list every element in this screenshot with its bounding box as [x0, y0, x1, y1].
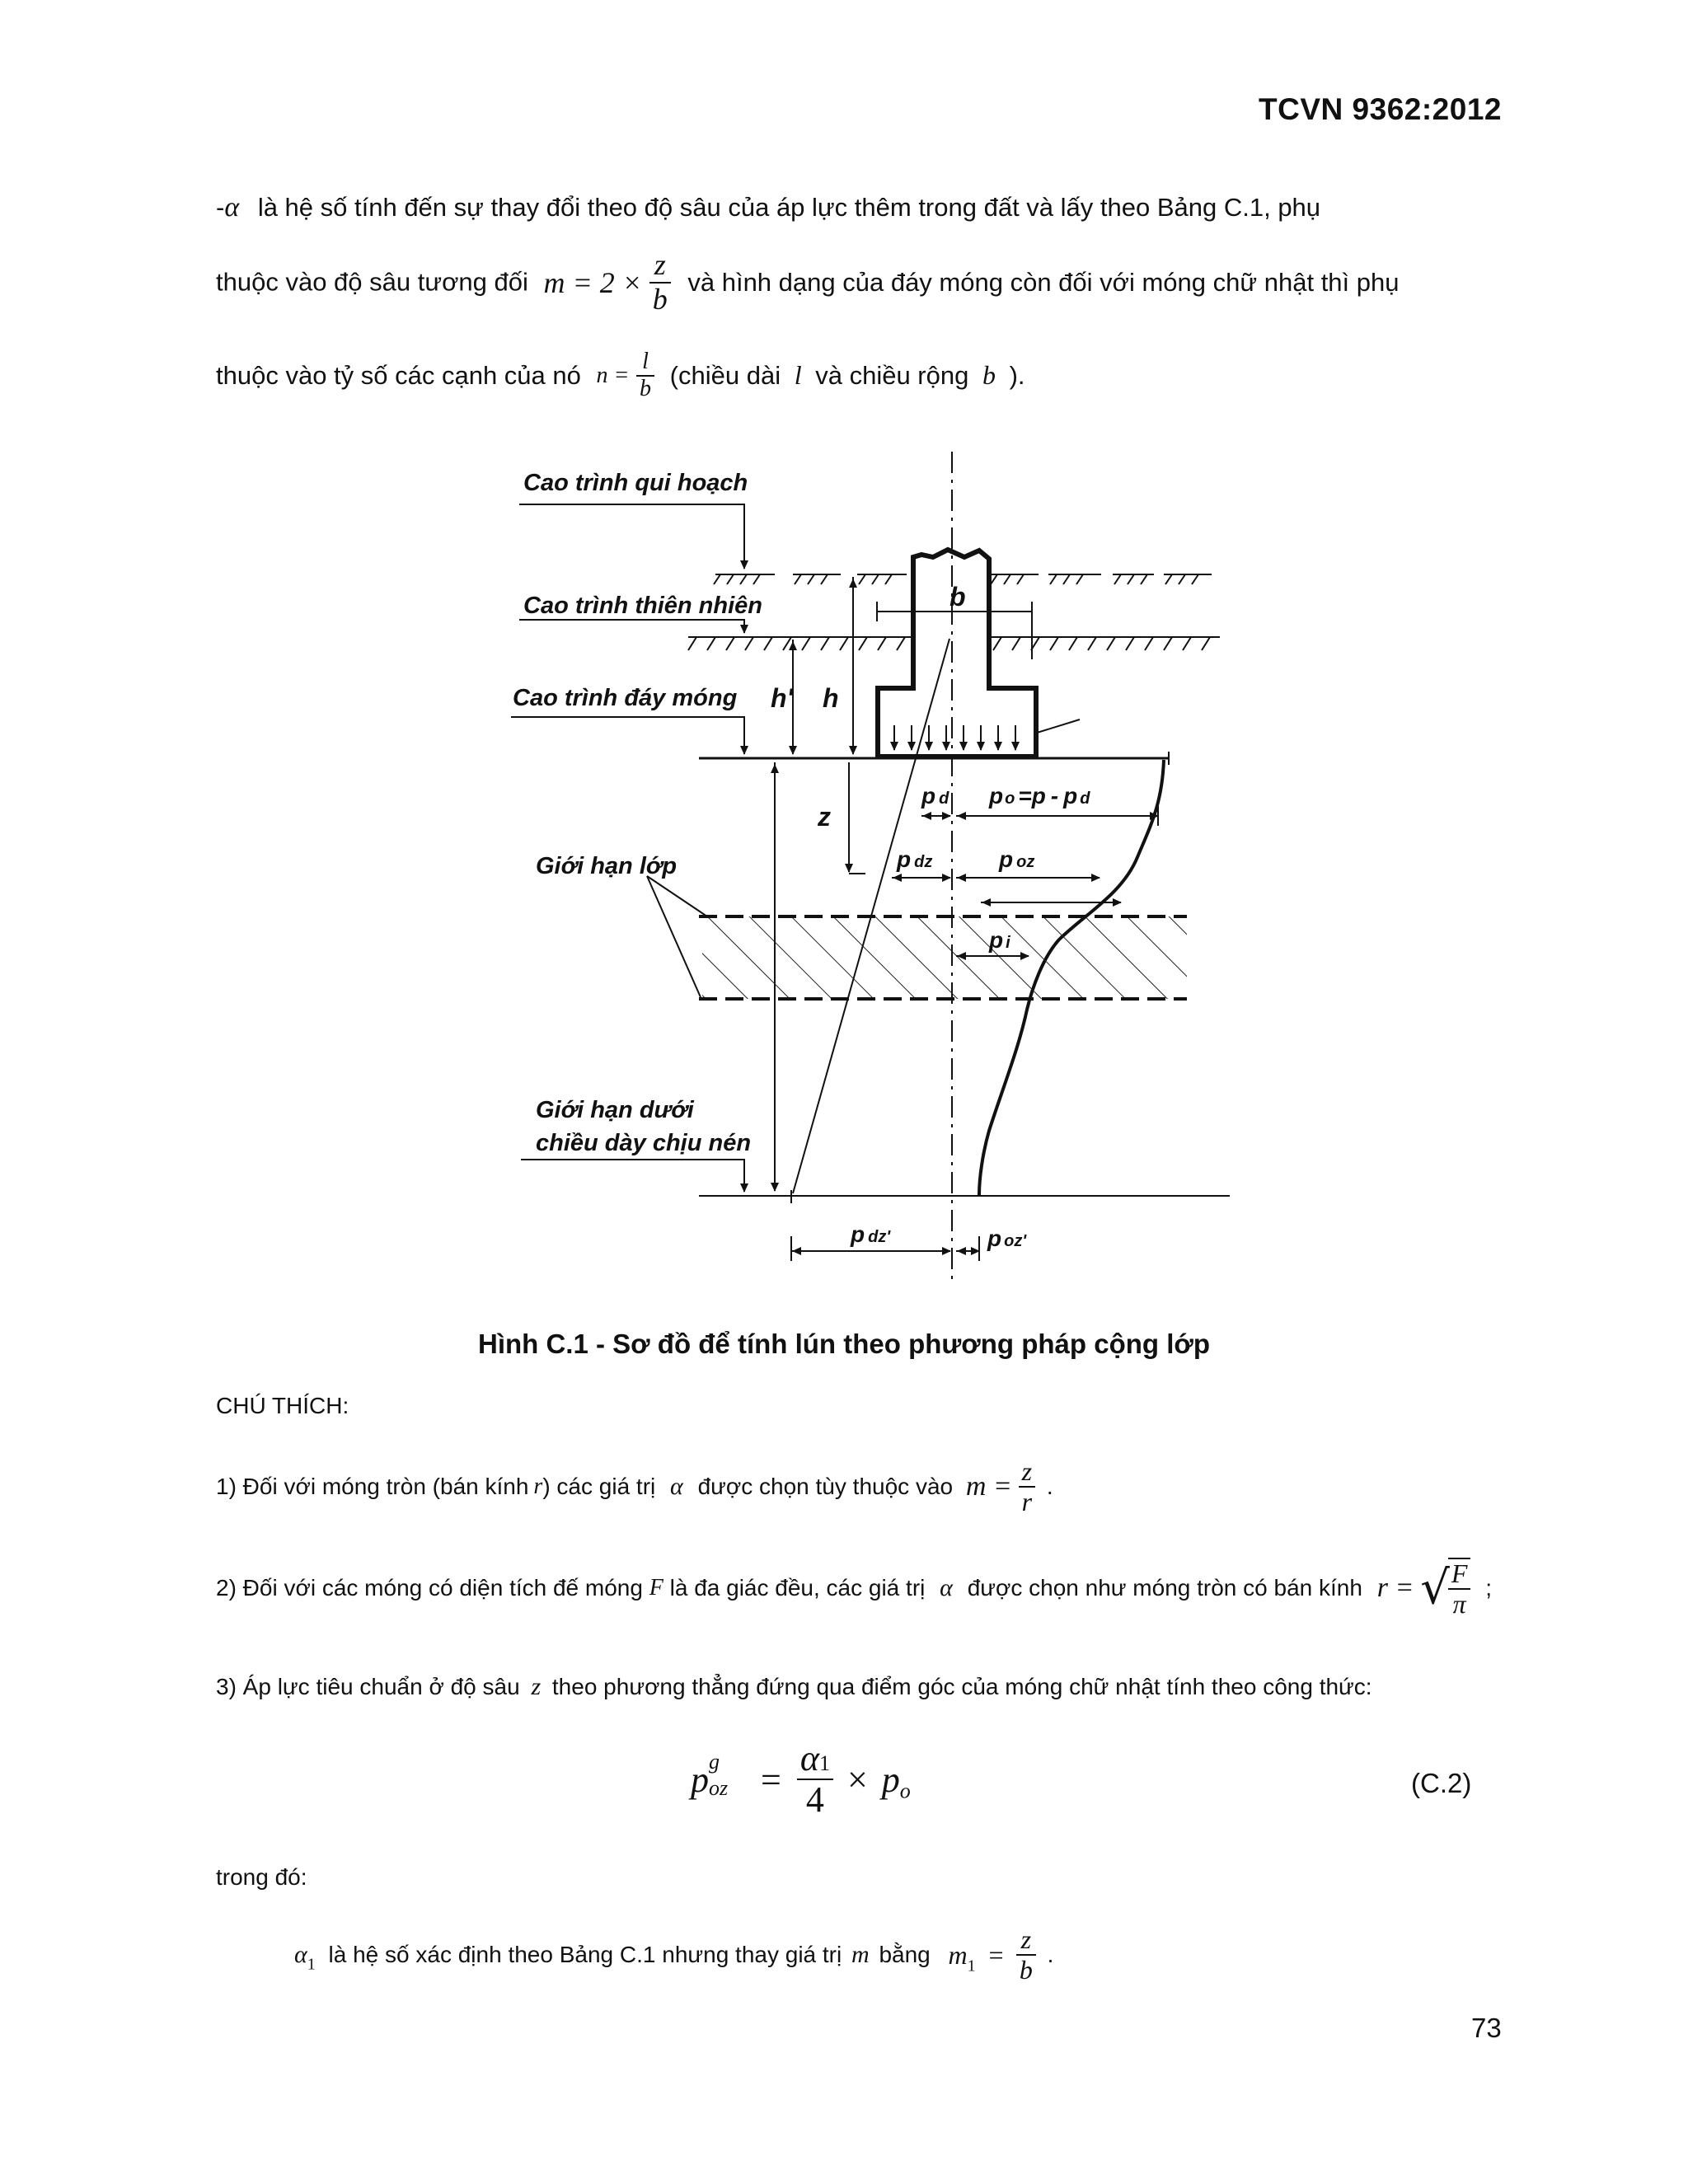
page-number: 73 — [1471, 2013, 1502, 2043]
fraction-z-over-r: $\frac{z}{r}$ — [1019, 1457, 1035, 1516]
label-natural-elevation: Cao trình thiên nhiên — [523, 593, 762, 619]
foundation-outline — [878, 550, 1036, 757]
label-z: z — [818, 802, 831, 832]
label-b: b — [950, 582, 966, 612]
label-layer-boundary: Giới hạn lớp — [536, 853, 678, 879]
label-pdz-prime: p dz' — [851, 1221, 891, 1247]
label-lower-limit-1: Giới hạn dưới — [536, 1097, 694, 1123]
alpha-symbol: α — [224, 192, 240, 223]
standard-code: TCVN 9362:2012 — [1259, 92, 1502, 126]
pressure-leader — [1034, 719, 1080, 733]
fraction-alpha1-over-4: $\frac{\alpha 1}{4}$ — [797, 1739, 833, 1821]
depth-h-dimensions — [793, 577, 853, 754]
fraction-l-over-b: $\frac{l}{b}$ — [636, 349, 654, 402]
equation-c2: p g oz = $\frac{\alpha 1}{4}$ × $p_o$ — [691, 1738, 911, 1821]
note-1: 1) Đối với móng tròn (bán kính r) các giá trị α được chọn tùy thuộc vào m = $\frac{z}{r}$ . — [216, 1456, 1053, 1517]
where-label: trong đó: — [216, 1864, 307, 1890]
notes-title: CHÚ THÍCH: — [216, 1393, 349, 1418]
alpha1-definition: $\alpha_1$ là hệ số xác định theo Bảng C.1 nhưng thay giá trị m bằng $m_1$ = $\frac{z}{b}$ . — [294, 1924, 1054, 1985]
figure-caption: Hình C.1 - Sơ đồ để tính lún theo phương pháp cộng lớp — [477, 1329, 1211, 1359]
note-2: 2) Đối với các móng có diện tích đế móng F là đa giác đều, các giá trị α được chọn như móng tròn có bán kính r = √ $\frac{F}{\pi}$ ; — [216, 1558, 1492, 1619]
pd-po-arrows — [921, 806, 1158, 826]
label-foundation-base-elevation: Cao trình đáy móng — [513, 685, 738, 711]
note-3: 3) Áp lực tiêu chuẩn ở độ sâu z theo phương thẳng đứng qua điểm góc của móng chữ nhật tính theo công thức: — [216, 1673, 1372, 1700]
fraction-F-over-pi: $\frac{F}{\pi}$ — [1448, 1558, 1471, 1619]
sqrt-sign-icon: √ — [1420, 1561, 1450, 1615]
layer-leader-lines — [647, 876, 707, 997]
label-pdz: p dz — [897, 846, 933, 872]
label-pd: p d — [921, 783, 950, 808]
intro-line-1: -α là hệ số tính đến sự thay đổi theo độ sâu của áp lực thêm trong đất và lấy theo Bảng C.1, phụ — [216, 192, 1321, 223]
depth-z-dimension — [849, 762, 865, 874]
fraction-z-over-b: $\frac{z}{b}$ — [649, 249, 671, 316]
fraction-z-over-b-2: $\frac{z}{b}$ — [1016, 1925, 1036, 1985]
intro-line-3: thuộc vào tỷ số các cạnh của nó n = $\frac{l}{b}$ (chiều dài l và chiều rộng b ). — [216, 349, 1025, 401]
label-h-prime: h' — [771, 683, 794, 713]
label-pi: p i — [989, 927, 1010, 953]
label-poz-prime: p oz' — [987, 1226, 1027, 1251]
label-lower-limit-2: chiều dày chịu nén — [536, 1130, 752, 1156]
equation-number: (C.2) — [1411, 1768, 1472, 1798]
label-h: h — [823, 683, 839, 713]
label-poz: p oz — [999, 846, 1035, 872]
intro-line-2: thuộc vào độ sâu tương đối m = 2 × $\frac{z}{b}$ và hình dạng của đáy móng còn đối với móng chữ nhật thì phụ — [216, 248, 1400, 316]
layer-band — [702, 916, 1187, 999]
label-po-equation: p o =p - p d — [989, 783, 1090, 808]
label-planning-elevation: Cao trình qui hoạch — [523, 470, 748, 496]
